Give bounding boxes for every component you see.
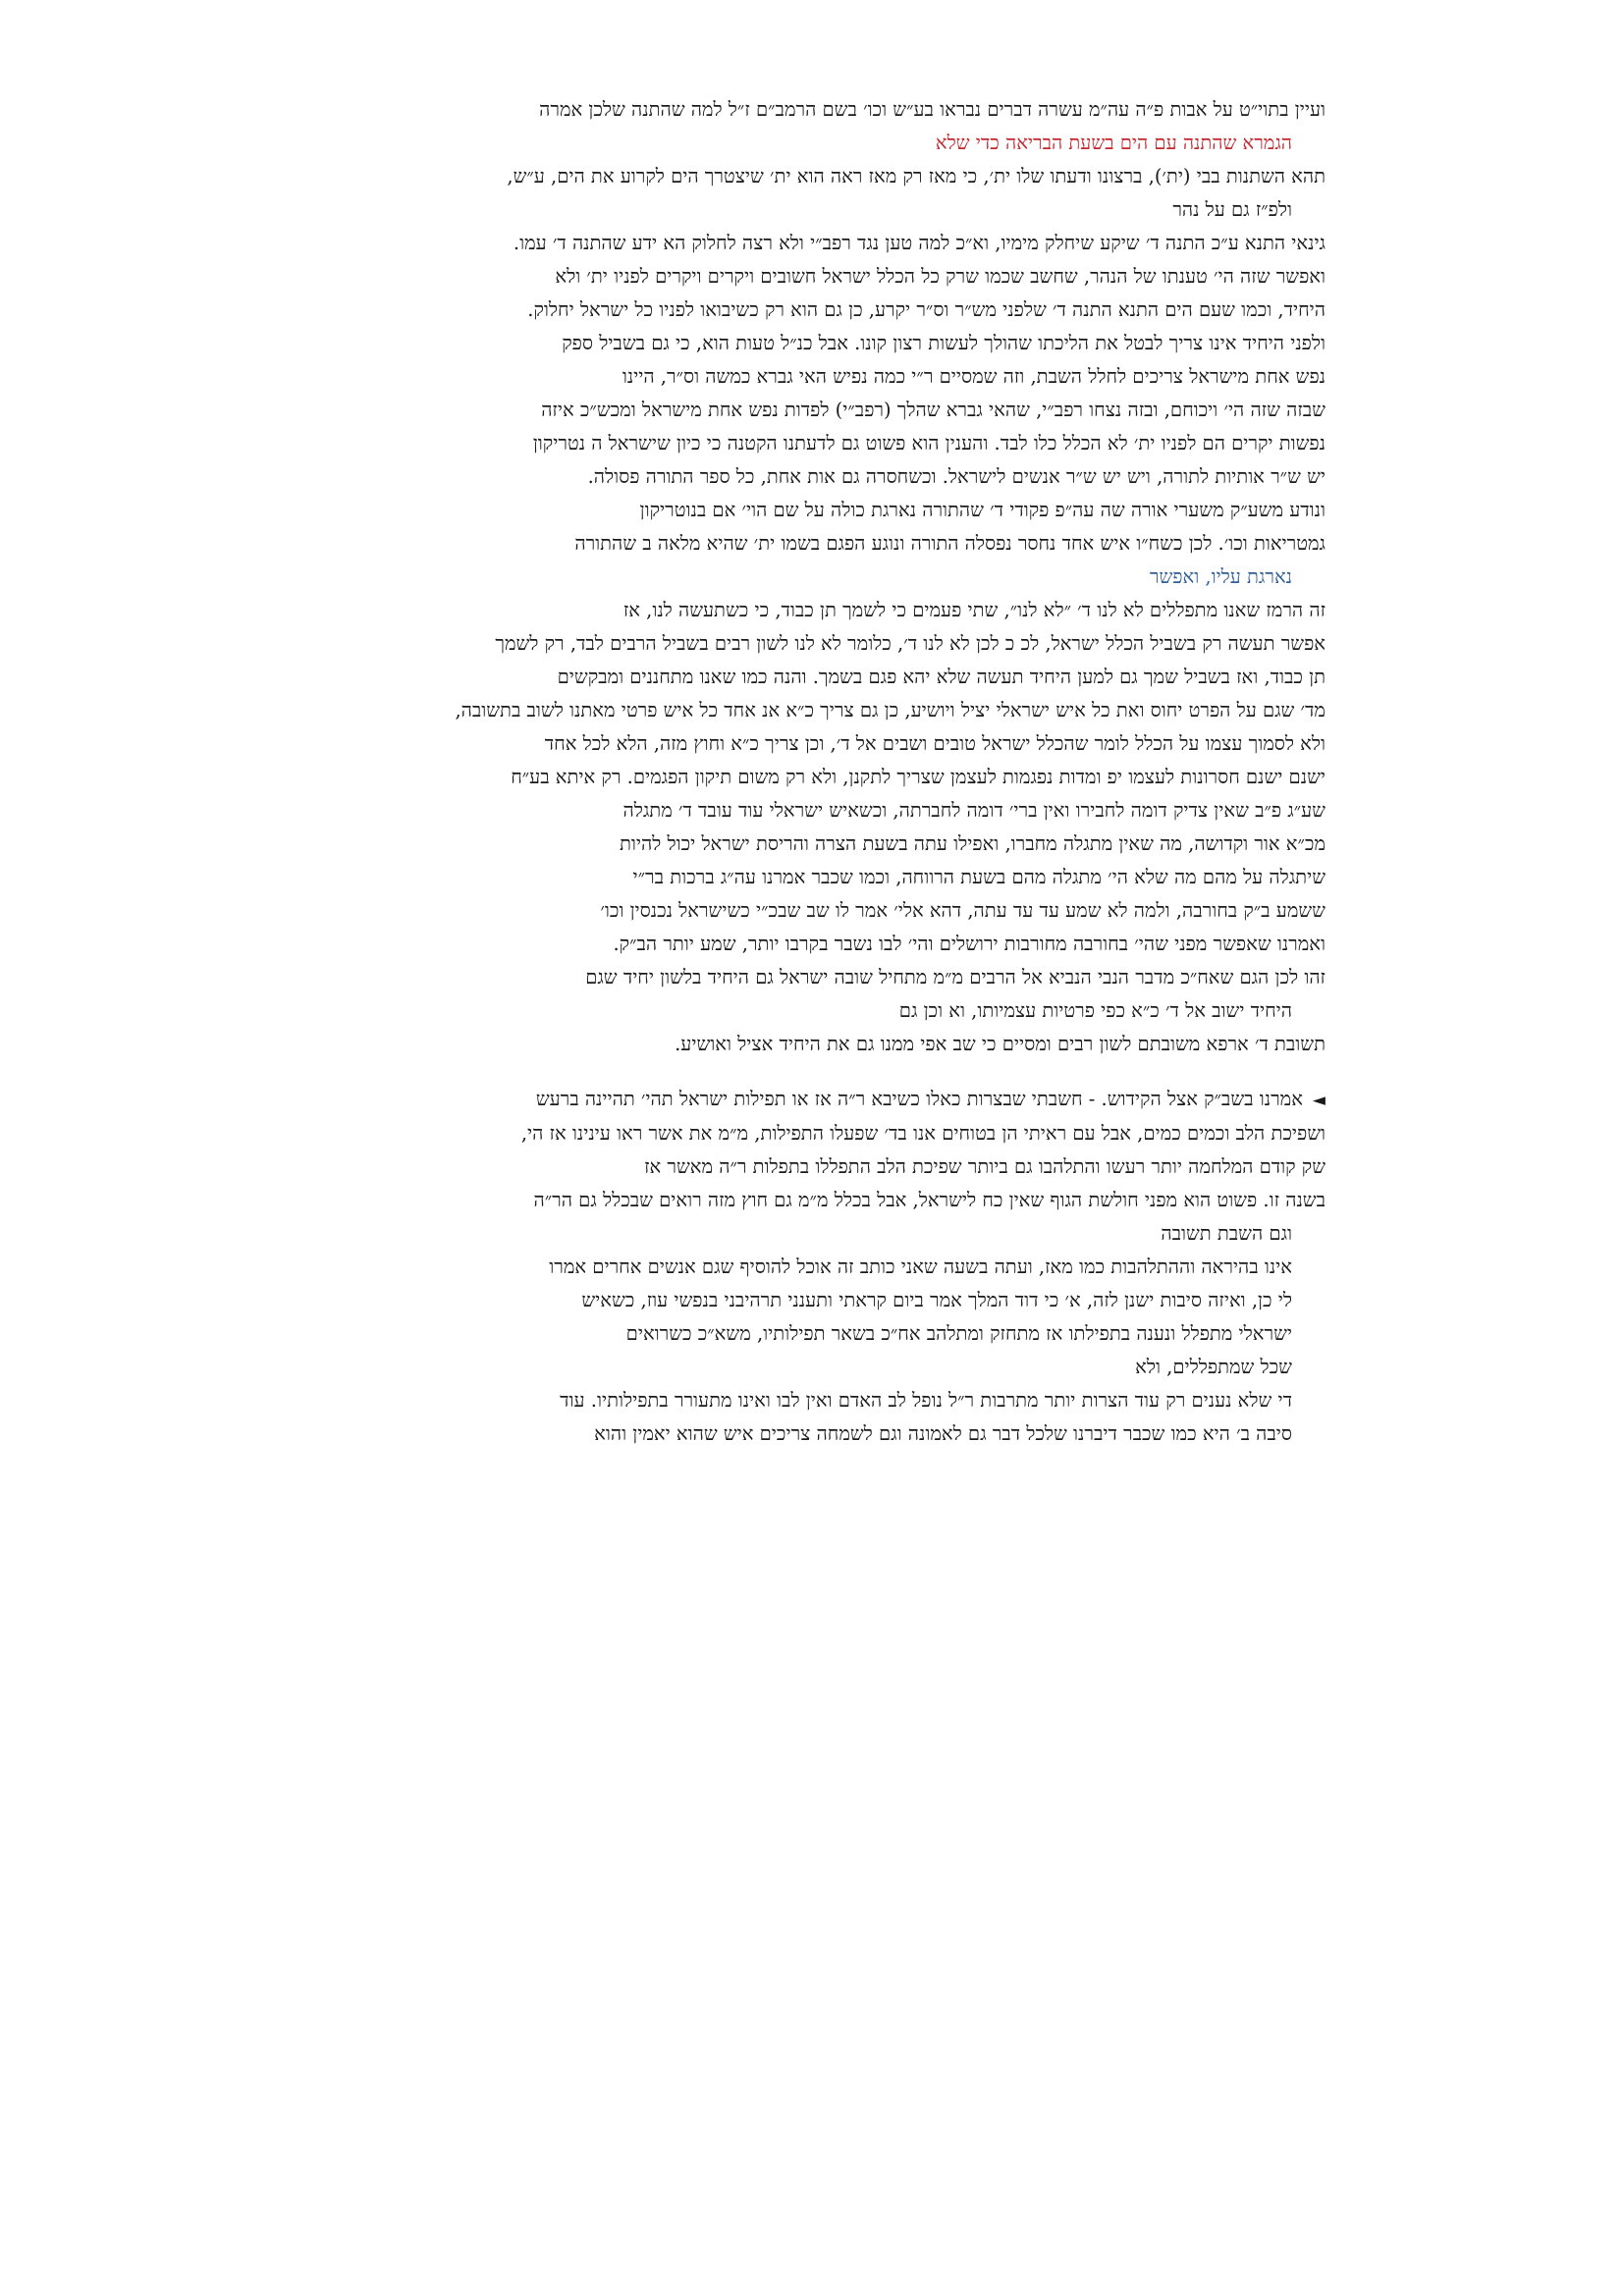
text-line: זה הרמז שאנו מתפללים לא לנו ד׳ ״לא לנו״, שתי פעמים כי לשמך תן כבוד, כי כשתעשה לנו, אז	[622, 599, 1325, 621]
paragraph-2	[324, 594, 1325, 1061]
text-line: מד׳ שגם על הפרט יחוס ואת כל איש ישראלי יציל ויושיע, כן גם צריך כ״א אנ אחד כל איש פרטי מאתנו לשוב בתשובה,	[455, 699, 1325, 721]
paragraph-1	[324, 93, 1325, 594]
text-line: שיתגלה על מהם מה שלא הי׳ מתגלה מהם בשעת הרווחה, וכמו שכבר אמרנו עה״ג ברכות בר״י	[632, 866, 1325, 888]
text-line: וגם השבת תשובה	[1161, 1222, 1292, 1245]
text-line: מכ״א אור וקדושה, מה שאין מתגלה מחברו, ואפילו עתה בשעת הצרה והריסת ישראל יכול להיות	[619, 832, 1325, 855]
text-line: תן כבוד, ואז בשביל שמך גם למען היחיד תעשה שלא יהא פגם בשמך. והנה כמו שאנו מתחננים ומבקשים	[557, 666, 1325, 688]
text-line: שבזה שזה הי׳ ויכוחם, ובזה נצחו רפב״י, שהאי גברא שהלך (רפב״י) לפדות נפש אחת מישראל ומכש״כ איזה	[541, 399, 1325, 421]
text-line: לי כן, ואיזה סיבות ישנן לזה, א׳ כי דוד המלך אמר ביום קראתי ותענני תרהיבני בנפשי עוז, כשאיש	[581, 1289, 1292, 1311]
text-line: גינאי התנא ע״כ התנה ד׳ שיקע שיחלק מימיו, וא״כ למה טען נגד רפב״י ולא רצה לחלוק הא ידע שהתנה ד׳ עמו.	[513, 232, 1325, 254]
text-line: שע״ג פ״ב שאין צדיק דומה לחבירו ואין ברי׳ דומה לחברתה, וכשאיש ישראלי עוד עובד ד׳ מתגלה	[622, 799, 1325, 822]
text-line	[324, 1083, 1325, 1117]
text-line: ואפשר שזה הי׳ טענתו של הנהר, שחשב שכמו שרק כל הכלל ישראל חשובים ויקרים ויקרים לפניו ית׳ ולא	[555, 265, 1325, 288]
text-line: תהא השתנות בבי (ית׳), ברצונו ודעתו שלו ית׳, כי מאז רק מאז ראה הוא ית׳ שיצטרך הים לקרוע את הים, ע״ש,	[507, 165, 1325, 187]
text-line: נארגת עליו, ואפשר	[1149, 565, 1292, 588]
document-body	[324, 93, 1325, 1451]
text-line: גמטריאות וכו׳. לכן כשח״ו איש אחד נחסר נפסלה התורה ונוגע הפגם בשמו ית׳ שהיא מלאה ב שהתורה	[574, 532, 1325, 555]
text-line: ועיין בתוי״ט על אבות פ״ה עה״מ עשרה דברים נבראו בע״ש וכו׳ בשם הרמב״ם ז״ל למה שהתנה שלכן אמרה	[539, 98, 1325, 121]
text-line: ולפני היחיד אינו צריך לבטל את הליכתו שהולך לעשות רצון קונו. אבל כנ״ל טעות הוא, כי גם בשביל ספק	[562, 332, 1325, 354]
text-line: אפשר תעשה רק בשביל הכלל ישראל, לכ כ לכן לא לנו ד׳, כלומר לא לנו לשון רבים בשביל הרבים לבד, רק לשמך	[495, 632, 1325, 655]
bullet-arrow-icon: ◄	[1312, 1091, 1325, 1110]
text-line-content: אמרנו בשב״ק אצל הקידוש. - חשבתי שבצרות כאלו כשיבא ר״ה אז או תפילות ישראל תהי׳ תהיינה ברעש	[535, 1088, 1303, 1110]
text-line: יש ש״ר אותיות לתורה, ויש יש ש״ר אנשים לישראל. וכשחסרה גם אות אחת, כל ספר התורה פסולה.	[587, 465, 1325, 488]
text-line: ישנם ישנם חסרונות לעצמו יפ ומדות נפגמות לעצמן שצריך לתקנן, ולא רק משום תיקון הפגמים. רק איתא בע״ח	[511, 766, 1325, 788]
text-line: שכל שמתפללים, ולא	[1135, 1356, 1292, 1378]
text-line: נפשות יקרים הם לפניו ית׳ לא הכלל כלו לבד. והענין הוא פשוט גם לדעתנו הקטנה כי כיון שישראל ה נטריקון	[532, 432, 1325, 454]
text-line: הגמרא שהתנה עם הים בשעת הבריאה כדי שלא	[935, 132, 1292, 154]
text-line: זהו לכן הגם שאח״כ מדבר הנבי הנביא אל הרבים מ״מ מתחיל שובה ישראל גם היחיד בלשון יחיד שגם	[585, 966, 1325, 988]
text-line: די שלא נענים רק עוד הצרות יותר מתרבות ר״ל נופל לב האדם ואין לבו ואינו מתעורר בתפילותיו. עוד	[560, 1389, 1292, 1412]
text-line: ונודע משע״ק משערי אורה שה עה״פ פקודי ד׳ שהתורה נארגת כולה על שם הוי׳ אם בנוטריקון	[639, 499, 1325, 521]
text-line: ולפ״ז גם על נהר	[1172, 198, 1292, 221]
text-line: ואמרנו שאפשר מפני שהי׳ בחורבה מחורבות ירושלים והי׳ לבו נשבר בקרבו יותר, שמע יותר הב״ק.	[613, 933, 1325, 955]
text-line: שק קודם המלחמה יותר רעשו והתלהבו גם ביותר שפיכת הלב התפללו בתפלות ר״ה מאשר אז	[644, 1155, 1325, 1178]
paragraph-3	[324, 1083, 1325, 1451]
paragraph-gap	[324, 1061, 1325, 1083]
text-line: היחיד ישוב אל ד׳ כ״א כפי פרטיות עצמיותו, וא וכן גם	[898, 999, 1292, 1022]
text-line: סיבה ב׳ היא כמו שכבר דיברנו שלכל דבר גם לאמונה וגם לשמחה צריכים איש שהוא יאמין והוא	[594, 1422, 1292, 1445]
text-line: אינו בהיראה וההתלהבות כמו מאז, ועתה בשעה שאני כותב זה אוכל להוסיף שגם אנשים אחרים אמרו	[549, 1255, 1292, 1278]
text-line: ישראלי מתפלל ונענה בתפילתו אז מתחזק ומתלהב אח״כ בשאר תפילותיו, משא״כ כשרואים	[625, 1322, 1292, 1345]
text-line: ולא לסמוך עצמו על הכלל לומר שהכלל ישראל טובים ושבים אל ד׳, וכן צריך כ״א וחוץ מזה, הלא לכל אחד	[544, 732, 1325, 755]
text-line: ששמע ב״ק בחורבה, ולמה לא שמע עד עד עתה, דהא אלי׳ אמר לו שב שבכ״י כשישראל נכנסין וכו׳	[600, 899, 1325, 922]
text-line: ושפיכת הלב וכמים כמים, אבל עם ראיתי הן בטוחים אנו בד׳ שפעלו התפילות, מ״מ את אשר ראו עינינו אז הי,	[520, 1122, 1325, 1145]
text-line: היחיד, וכמו שעם הים התנא התנה ד׳ שלפני מש״ר וס״ר יקרע, כן גם הוא רק כשיבואו לפניו כל ישראל יחלוק.	[527, 298, 1325, 321]
text-line: נפש אחת מישראל צריכים לחלל השבת, וזה שמסיים ר״י כמה נפיש האי גברא כמשה וס״ר, היינו	[622, 365, 1325, 388]
text-line: בשנה זו. פשוט הוא מפני חולשת הגוף שאין כח לישראל, אבל בכלל מ״מ גם חוץ מזה רואים שבכלל גם הר״ה	[533, 1189, 1325, 1211]
text-line: תשובת ד׳ ארפא משובתם לשון רבים ומסיים כי שב אפי ממנו גם את היחיד אציל ואושיע.	[675, 1033, 1325, 1055]
